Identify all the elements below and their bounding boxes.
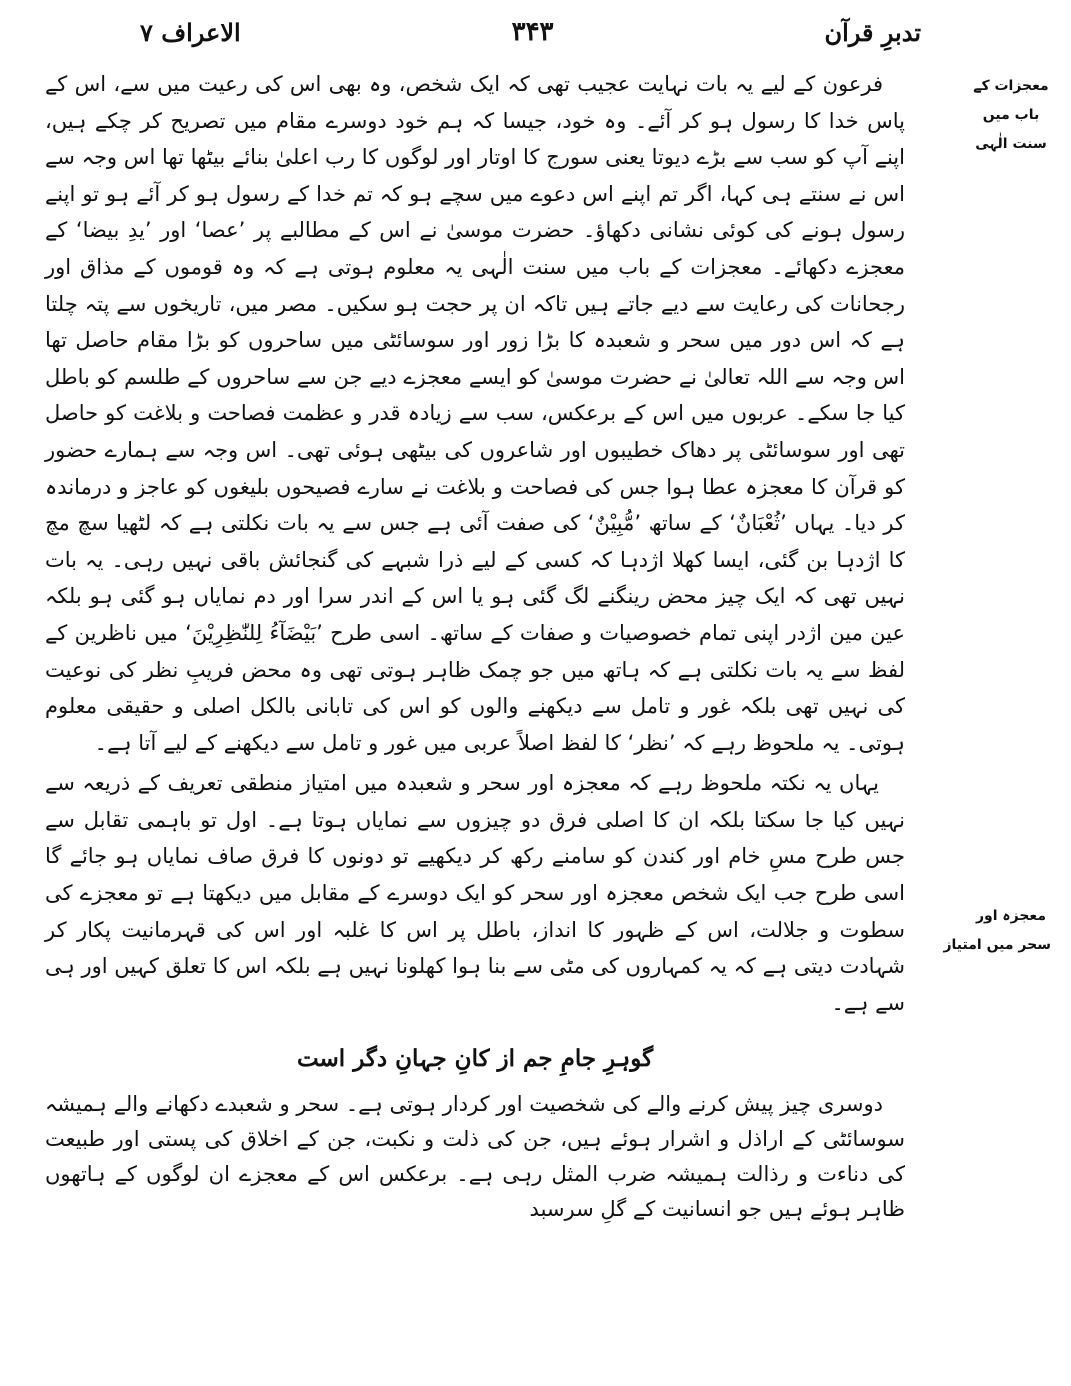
margin-note-line: معجزہ اور xyxy=(975,908,1046,924)
paragraph-character: دوسری چیز پیش کرنے والے کی شخصیت اور کردار ہوتی ہے۔ سحر و شعبدے دکھانے والے ہمیشہ سوسائٹی کے اراذل و اشرار ہوئے ہیں، جن کی ذلت و نکبت، جن کے اخلاق کی پستی اور طبیعت کی دناءت و رذالت ہمیشہ ضرب المثل رہی ہے۔ برعکس اس کے معجزے ان لوگوں کے ہاتھوں ظاہر ہوئے ہیں جو انسانیت کے گلِ سرسبد xyxy=(45,1092,905,1222)
book-title: تدبرِ قرآن xyxy=(824,17,921,47)
page-number: ۳۴۳ xyxy=(511,17,554,47)
page-header xyxy=(140,10,921,54)
margin-note-line: سنت الٰہی xyxy=(975,136,1047,152)
paragraph-pharaoh: فرعون کے لیے یہ بات نہایت عجیب تھی کہ ایک شخص، وہ بھی اس کی رعیت میں سے، اس کے پاس خدا کا رسول ہو کر آئے۔ وہ خود، جیسا کہ ہم خود دوسرے مقام میں تصریح کر چکے ہیں، اپنے آپ کو سب سے بڑے دیوتا یعنی سورج کا اوتار اور لوگوں کا رب اعلیٰ بنائے بیٹھا تھا اس وجہ سے اس نے سنتے ہی کہا، اگر تم اپنے اس دعوے میں سچے ہو کہ تم خدا کے رسول ہو کر آئے ہو تو اپنے رسول ہونے کی کوئی نشانی دکھاؤ۔ حضرت موسیٰ نے اس کے مطالبے پر ’عصا‘ اور ’یدِ بیضا‘ کے معجزے دکھائے۔ معجزات کے باب میں سنت الٰہی یہ معلوم ہوتی ہے کہ وہ قوموں کے مذاق اور رجحانات کی رعایت سے دیے جاتے ہیں تاکہ ان پر حجت ہو سکیں۔ مصر میں، تاریخوں سے پتہ چلتا ہے کہ اس دور میں سحر و شعبدہ کا بڑا زور اور سوسائٹی میں ساحروں کو بڑا مقام حاصل تھا اس وجہ سے اللہ تعالیٰ نے حضرت موسیٰ کو ایسے معجزے دیے جن سے ساحروں کے طلسم کو باطل کیا جا سکے۔ عربوں میں اس کے برعکس، سب سے زیادہ قدر و عظمت فصاحت و بلاغت کو حاصل تھی اور سوسائٹی پر دھاک خطیبوں اور شاعروں کی بیٹھی ہوئی تھی۔ اس وجہ سے ہمارے حضور کو قرآن کا معجزہ عطا ہوا جس کی فصاحت و بلاغت نے سارے فصیحوں بلیغوں کو عاجز و درماندہ کر دیا۔ یہاں ’ثُعْبَانٌ‘ کے ساتھ ’مُّبِیْنٌ‘ کی صفت آئی ہے جس سے یہ بات نکلتی ہے کہ لٹھیا سچ مچ کا اژدہا بن گئی، ایسا کھلا اژدہا کہ کسی کے لیے ذرا شبہے کی گنجائش باقی نہیں رہی۔ یہ بات نہیں تھی کہ ایک چیز محض رینگنے لگ گئی ہو یا اس کے اندر سرا اور دم نمایاں ہو گئی ہو بلکہ عین مین اژدر اپنی تمام خصوصیات و صفات کے ساتھ۔ اسی طرح ’بَیْضَآءُ لِلنّٰظِرِیْنَ‘ میں ناظرین کے لفظ سے یہ بات نکلتی ہے کہ ہاتھ میں جو چمک ظاہر ہوتی تھی وہ محض فریبِ نظر کی نوعیت کی نہیں تھی بلکہ غور و تامل سے دیکھنے والوں کو اس کی تابانی بالکل اصلی و حقیقی معلوم ہوتی۔ یہ ملحوظ رہے کہ ’نظر‘ کا لفظ اصلاً عربی میں غور و تامل سے دیکھنے کے لیے آتا ہے۔ xyxy=(45,72,905,755)
surah-name: الاعراف ۷ xyxy=(140,17,241,47)
margin-note-line: سحر میں امتیاز xyxy=(943,937,1051,953)
margin-note-line: معجزات کے xyxy=(973,78,1049,94)
main-text xyxy=(45,66,905,1227)
margin-note-distinction xyxy=(943,902,1051,960)
paragraph-miracle-vs-magic: یہاں یہ نکتہ ملحوظ رہے کہ معجزہ اور سحر و شعبدہ میں امتیاز منطقی تعریف کے ذریعہ سے نہیں کیا جا سکتا بلکہ ان کا اصلی فرق دو چیزوں سے نمایاں ہوتا ہے۔ اول تو باہمی تقابل سے جس طرح مسِ خام اور کندن کو سامنے رکھ کر دیکھیے تو دونوں کا فرق صاف نمایاں ہو جائے گا اسی طرح جب ایک شخص معجزہ اور سحر کو ایک دوسرے کے مقابل میں دیکھتا ہے تو معجزے کی سطوت و جلالت، اس کے ظہور کا انداز، باطل پر اس کا غلبہ اور اس کی قہرمانیت پکار کر شہادت دیتی ہے کہ یہ کمہاروں کی مٹی سے بنا ہوا کھلونا نہیں ہے بلکہ اس کا تعلق کہیں اور ہی سے ہے۔ xyxy=(45,771,905,1015)
margin-note-line: باب میں xyxy=(982,107,1040,123)
margin-note-miracles xyxy=(971,72,1051,159)
persian-couplet: گوہرِ جامِ جم از کانِ جہانِ دگر است xyxy=(296,1045,654,1073)
